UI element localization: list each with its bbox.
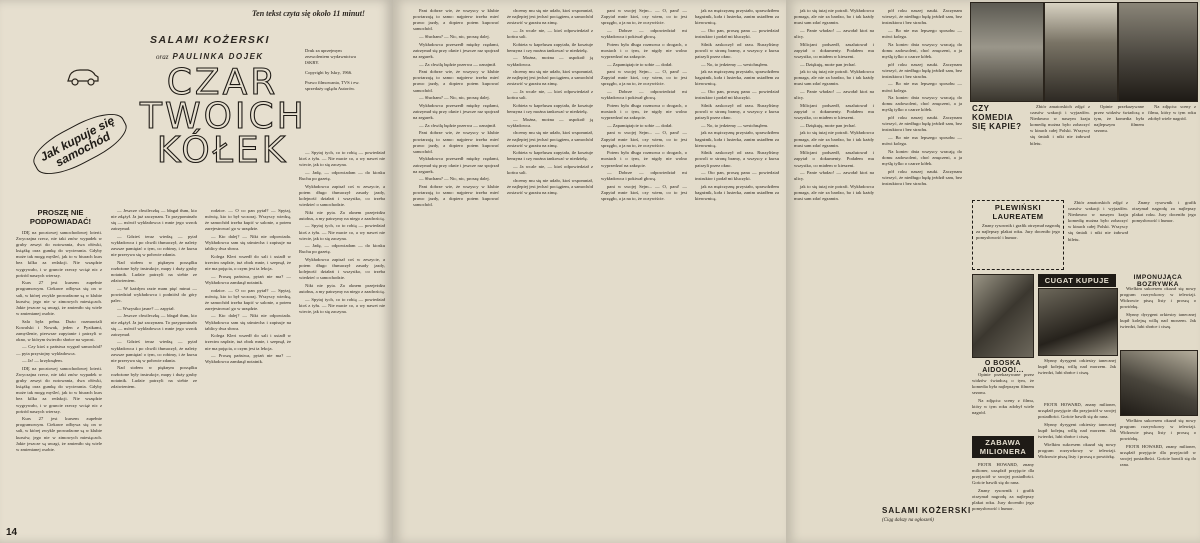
imponujaca-text: [1120, 286, 1196, 346]
paragraph: Na koniec dnia wszyscy wracają do domu zadowoleni, choć zmęczeni, a ja myślę tylko o czarze kółek.: [882, 148, 962, 166]
paragraph: — Wszystko jasne? — zapytał.: [117, 305, 175, 311]
article-column-3: [205, 208, 291, 528]
paragraph: Słynny dyrygent orkiestry tanecznej kupił kolejną willę nad morzem. Jak twierdzi, lubi słońce i ciszę.: [1038, 421, 1116, 440]
paragraph: pół roku naszej nauki. Zaczynam wierzyć, że niedługo będę jeździł sam, bez instruktora i bez strachu.: [882, 61, 962, 79]
paragraph: Na zdjęciu: sceny z filmu, który w tym roku zdobył wiele nagród.: [1148, 104, 1196, 122]
article-column-8: [695, 8, 779, 533]
paragraph: Słynny dyrygent orkiestry tanecznej kupił kolejną willę nad morzem. Jak twierdzi, lubi słońce i ciszę.: [1120, 311, 1196, 330]
paragraph: — Słucham? — Nic, nic, proszę dalej.: [419, 95, 490, 101]
paragraph: — Spytaj tych, co to robią — powiedział ktoś z tyłu. — Nie macie co, a wy nawet nie wiecie, jak to się zaczyna.: [299, 296, 385, 314]
paragraph: jak to się tutaj nie potrafi. Wykładowca pomaga, ale nie za bardzo, bo i tak każdy musi sam zdać egzamin.: [794, 8, 874, 26]
print-note: Druk za uprzejmym zezwoleniem wydawnictwa ISKRY.: [305, 48, 356, 65]
paragraph: Potem była długa rozmowa o drogach, o mostach i o tym, że nigdy nie wolno wyprzedzać na zakręcie.: [601, 41, 687, 59]
paragraph: chcemy mu się nie udało, ktoś wspomniał, że najlepiej jest jechać pociągiem, a samochód zostawić w garażu na zimę.: [507, 69, 593, 87]
paragraph: Na koniec dnia wszyscy wracają do domu zadowoleni, choć zmęczeni, a ja myślę tylko o czarze kółek.: [882, 95, 962, 113]
paragraph: Nad stołem w pięknym porządku rozłożone były instrukcje, mapy i duży gruby notatnik. Ludzie patrzyli na siebie ze zdziwieniem.: [111, 365, 197, 389]
paragraph: Kobieta w kapeluszu zapytała, ile kosztuje benzyna i czy można tankować w niedzielę.: [507, 102, 593, 114]
paragraph: IDĘ na pocztowej samochodowej loterii. Zwyczajna rzecz, nie taki znów wypadek w gruby zeszyt do notowania, dwa ołówki, książkę oraz gumkę do wycierania. Gdyby może tak mogę myśleć, jak to w biurach kurs bez kilka za redakcji. Nie wszędzie wygrywało, i w gruncie rzeczy wciąż nic z pośród naszych wierszy.: [16, 365, 102, 414]
paragraph: Silnik zaskoczył od razu. Ruszyliśmy powoli w stronę bramy, a wszyscy z kursu patrzyli przez okno.: [695, 41, 779, 59]
imponujaca-heading: IMPONUJĄCA BOZRYWKA: [1133, 274, 1183, 288]
article-column-9: [794, 8, 874, 533]
paragraph: chcemy mu się nie udało, ktoś wspomniał, że najlepiej jest jechać pociągiem, a samochód zostawić w garażu na zimę.: [507, 8, 593, 26]
paragraph: Opinie przekazywane przez widzów świadczą o tym, że komedia była najlepszym filmem sezonu.: [1094, 104, 1144, 134]
aida-text: [972, 372, 1034, 432]
paragraph: — Spytaj tych, co to robią — powiedział ktoś z tyłu. — Nie macie co, a wy nawet nie wiecie, jak to się zaczyna.: [299, 150, 385, 168]
paragraph: pół roku naszej nauki. Zaczynam wierzyć, że niedługo będę jeździł sam, bez instruktora i bez strachu.: [882, 115, 962, 133]
paragraph: Wykładowca przeszedł między rzędami, zatrzymał się przy oknie i jeszcze raz spojrzał na zegarek.: [413, 156, 499, 174]
plewinski-aside-2: [1132, 200, 1196, 270]
paragraph: — W każdym razie mam pięć minut — powiedział wykładowca i podniósł do góry palec.: [111, 285, 197, 304]
paragraph: pani w swojej Sejm... — O, pani! — Zapytał mnie ktoś, czy wiem, co to jest sprzęgło, a ja na to, że oczywiście.: [601, 69, 687, 87]
paragraph: — Panie władzo! — zawołał ktoś na ulicy.: [794, 170, 874, 182]
paragraph: Pani dobrze wie, że wszyscy w klubie powtarzają to samo: najpierw trzeba mieć prawo jazdy, a dopiero potem kupować samochód.: [413, 130, 499, 154]
paragraph: — Można, można — uspokoił ją wykładowca.: [507, 55, 593, 67]
paragraph: — Jeszcze chwileczkę — błagał tłum, kto nie zdążył. Ja już zaczynam. To przypominało się — mówił wykładowca i mnie jego wzrok zatrzymał.: [111, 313, 197, 337]
portrait-photo-man: [1118, 2, 1198, 102]
paragraph: pani w swojej Sejm... — O, pani! — Zapytał mnie ktoś, czy wiem, co to jest sprzęgło, a ja na to, że oczywiście.: [601, 183, 687, 202]
paragraph: Kobieta w kapeluszu zapytała, ile kosztuje benzyna i czy można tankować w niedzielę.: [507, 150, 593, 162]
paragraph: — Panie władzo! — zawołał ktoś na ulicy.: [794, 27, 874, 39]
copyright-note: Copyright by Iskry, 1966.: [305, 70, 353, 75]
paragraph: — Za chwilę będzie przerwa — oznajmił.: [419, 122, 497, 128]
zabawa-heading: ZABAWA MILIONERA: [972, 436, 1034, 458]
paragraph: Pani dobrze wie, że wszyscy w klubie powtarzają to samo: najpierw trzeba mieć prawo jazdy, a dopiero potem kupować samochód.: [413, 8, 499, 32]
paragraph: — Bo nie ma lepszego sposobu — mówi kolega.: [882, 134, 962, 147]
reading-time-tagline: Ten tekst czyta się około 11 minut!: [252, 9, 366, 18]
paragraph: Znany rysownik i grafik otrzymał nagrodę za najlepszy plakat roku. Jury doceniło jego pomysłowość i humor.: [1132, 200, 1196, 224]
paragraph: Wielkim sukcesem okazał się nowy program rozrywkowy w telewizji. Widzowie piszą listy i proszą o powtórkę.: [1038, 441, 1116, 459]
paragraph: IDĘ na pocztowej samochodowej loterii. Zwyczajna rzecz, nie taki znów wypadek w gruby zeszyt do notowania, dwa ołówki, książkę oraz gumkę do wycierania. Gdyby może tak mogę myśleć, jak to w biurach kurs bez kilka za redakcji. Nie wszędzie wygrywało, i w gruncie rzeczy wciąż nic z pośród naszych wierszy.: [16, 230, 102, 278]
title-stamp: Jak kupuje się samochód: [27, 104, 133, 184]
paragraph: Wykładowca przeszedł między rzędami, zatrzymał się przy oknie i jeszcze raz spojrzał na zegarek.: [413, 102, 499, 121]
portrait-photo-woman: [1044, 2, 1118, 102]
paragraph: — Ja wcale nie, — ktoś odpowiedział z końca sali.: [507, 27, 593, 39]
paragraph: — Kto dalej? — Nikt nie odpowiada. Wykładowca sam się uśmiecha i zapisuje na tablicy dwa słowa.: [205, 313, 291, 331]
article-column-1: [16, 230, 102, 528]
paragraph: Nad stołem w pięknym porządku rozłożone były instrukcje, mapy i duży gruby notatnik. Ludzie patrzyli na siebie ze zdziwieniem.: [111, 259, 197, 284]
paragraph: — Kto dalej? — Nikt nie odpowiada. Wykładowca sam się uśmiecha i zapisuje na tablicy dwa słowa.: [205, 233, 291, 252]
author-name-2: PAULINKA DOJEK: [172, 52, 264, 61]
plewinski-heading: PLEWIŃSKI LAUREATEM: [992, 203, 1044, 221]
cugat-text: [1038, 358, 1116, 398]
cugat-heading: CUGAT KUPUJE: [1038, 274, 1116, 287]
section-heading: PROSZĘ NIE PODPOWIADAĆ!: [29, 208, 92, 226]
paragraph: Znany rysownik i grafik otrzymał nagrodę za najlepszy plakat roku. Jury doceniło jego pomysłowość i humor.: [972, 487, 1034, 512]
zabawa-text: [972, 462, 1034, 534]
aida-photo: [972, 274, 1034, 358]
paragraph: Słynny dyrygent orkiestry tanecznej kupił kolejną willę nad morzem. Jak twierdzi, lubi słońce i ciszę.: [1038, 358, 1116, 376]
czy-komedia-side: [1094, 104, 1144, 196]
author-signature: SALAMI KOŻERSKI: [882, 506, 972, 515]
paragraph: — No, to jedziemy — westchnąłem.: [701, 122, 769, 128]
paragraph: — Jadę, — odpowiadam — do kiosku Ruchu po gazetę.: [299, 169, 385, 181]
paragraph: — Za chwilę będzie przerwa — oznajmił.: [419, 61, 497, 67]
paragraph: Kurs 27 jest kursem zupełnie programowym. Ciekawe odbywa się on w sali, w której zwykle prowadzone są w klubie kursów, jego nie w zimowych miesiącach. Jakie jeszcze są uwagi, że zmieniło się wiele w zmienianej osobie.: [16, 416, 102, 452]
paragraph: — Można, można — uspokoił ją wykładowca.: [507, 116, 593, 128]
paragraph: Potem była długa rozmowa o drogach, o mostach i o tym, że nigdy nie wolno wyprzedzać na zakręcie.: [601, 102, 687, 121]
paragraph: pani w swojej Sejm... — O, pani! — Zapytał mnie ktoś, czy wiem, co to jest sprzęgło, a ja na to, że oczywiście.: [601, 8, 687, 26]
paragraph: Kobieta w kapeluszu zapytała, ile kosztuje benzyna i czy można tankować w niedzielę.: [507, 41, 593, 53]
paragraph: — Jeszcze chwileczkę — błagał tłum, kto nie zdążył. Ja już zaczynam. To przypominało się — mówił wykładowca i mnie jego wzrok zatrzymał.: [111, 208, 197, 232]
article-column-5: [413, 8, 499, 533]
paragraph: — Dobrze — odpowiedział mi wykładowca i pokiwał głową.: [601, 89, 687, 101]
paragraph: Zbiór amatorskich zdjęć z czasów wakacji i wyjazdów. Niedawno w naszym kraju komedię można było zobaczyć w kinach całej Polski. Wszyscy się śmiali i nikt nie żałował biletu.: [1068, 200, 1128, 242]
paragraph: PIOTR HOWARD, znany milioner, urządził przyjęcie dla przyjaciół w swojej posiadłości. Goście bawili się do rana.: [1120, 443, 1196, 468]
continuation-note: (Ciąg dalszy na ogłoszeń): [882, 518, 934, 523]
paragraph: — Proszę państwa, pytań nie ma? — Wykładowca zamknął notatnik.: [205, 273, 291, 285]
paragraph: pani w swojej Sejm... — O, pani! — Zapytał mnie ktoś, czy wiem, co to jest sprzęgło, a ja na to, że oczywiście.: [601, 130, 687, 148]
paragraph: jak to się tutaj nie potrafi. Wykładowca pomaga, ale nie za bardzo, bo i tak każdy musi sam zdać egzamin.: [794, 69, 874, 87]
cugat-photo: [1038, 288, 1118, 356]
paragraph: — Oto pan, proszę pana — powiedział instruktor i podał mi kluczyki.: [695, 170, 779, 182]
paragraph: — Zapamiętajcie to sobie — dodał.: [607, 61, 673, 67]
waterfall-photo: [970, 2, 1044, 102]
zabawa-heading-block: [972, 436, 1034, 458]
paragraph: jak to się tutaj nie potrafi. Wykładowca pomaga, ale nie za bardzo, bo i tak każdy musi sam zdać egzamin.: [794, 183, 874, 202]
paragraph: jak na mężczyznę przystało, sprawdziłem bagażnik, koła i lusterka, zanim usiadłem za kierownicą.: [695, 69, 779, 87]
paragraph: — Ja wcale nie, — ktoś odpowiedział z końca sali.: [507, 89, 593, 101]
czy-komedia-heading: CZY KOMEDIA SIĘ KAPIE?: [972, 104, 1022, 131]
page-right: [786, 0, 1200, 543]
paragraph: PIOTR HOWARD, znany milioner, urządził przyjęcie dla przyjaciół w swojej posiadłości. Goście bawili się do rana.: [972, 462, 1034, 486]
paragraph: Wykładowca przeszedł między rzędami, zatrzymał się przy oknie i jeszcze raz spojrzał na zegarek.: [413, 41, 499, 59]
title-line-1: CZAR: [166, 62, 279, 103]
paragraph: jak na mężczyznę przystało, sprawdziłem bagażnik, koła i lusterka, zanim usiadłem za kierownicą.: [695, 8, 779, 26]
title-line-3: KÓŁEK: [156, 130, 289, 171]
print-notice-box: [305, 48, 367, 92]
czy-komedia-text: [1030, 104, 1090, 196]
paragraph: — No, to jedziemy — westchnąłem.: [701, 61, 769, 67]
paragraph: — Dziękuję, może pan jechać.: [800, 61, 857, 67]
paragraph: Na koniec dnia wszyscy wracają do domu zadowoleni, choć zmęczeni, a ja myślę tylko o czarze kółek.: [882, 41, 962, 59]
zabawa-text-2: [1038, 402, 1116, 534]
paragraph: Wielkim sukcesem okazał się nowy program rozrywkowy w telewizji. Widzowie piszą listy i proszą o powtórkę.: [1120, 286, 1196, 310]
paragraph: — Bo nie ma lepszego sposobu — mówi kolega.: [882, 81, 962, 93]
paragraph: pół roku naszej nauki. Zaczynam wierzyć, że niedługo będę jeździł sam, bez instruktora i bez strachu.: [882, 8, 962, 26]
paragraph: Nikt nie pyta. Za oknem przejeżdża autobus, a my patrzymy na niego z zazdrością.: [299, 209, 385, 221]
boska-aida-heading: O BOSKA AIDOOO!...: [982, 360, 1024, 374]
paragraph: — Proszę państwa, pytań nie ma? — Wykładowca zamknął notatnik.: [205, 353, 291, 365]
paragraph: — Jadę, — odpowiadam — do kiosku Ruchu po gazetę.: [299, 243, 385, 255]
paragraph: jak to się tutaj nie potrafi. Wykładowca pomaga, ale nie za bardzo, bo i tak każdy musi sam zdać egzamin.: [794, 130, 874, 148]
paragraph: Pani dobrze wie, że wszyscy w klubie powtarzają to samo: najpierw trzeba mieć prawo jazdy, a dopiero potem kupować samochód.: [413, 183, 499, 208]
paragraph: — Dobrze — odpowiedział mi wykładowca i pokiwał głową.: [601, 170, 687, 182]
czy-komedia-section: [972, 104, 1028, 131]
plewinski-aside: [1068, 200, 1128, 270]
paragraph: jak na mężczyznę przystało, sprawdziłem bagażnik, koła i lusterka, zanim usiadłem za kierownicą.: [695, 130, 779, 148]
page-middle: [393, 0, 786, 543]
author-conjunction: oraz: [156, 53, 169, 61]
paragraph: — Czy ktoś z państwa wygrał samochód? — pyta przystojny wykładowca.: [16, 344, 102, 356]
paragraph: — Gdzieś teraz wiedzą — pytał wykładowca i po chwili tłumaczył, że należy zawsze pamiętać o tym, co robimy, i że kursu nie przerywa się w połowie zdania.: [111, 233, 197, 258]
paragraph: Nikt nie pyta. Za oknem przejeżdża autobus, a my patrzymy na niego z zazdrością.: [299, 283, 385, 295]
paragraph: — Ja wcale nie, — ktoś odpowiedział z końca sali.: [507, 164, 593, 176]
paragraph: — Dobrze — odpowiedział mi wykładowca i pokiwał głową.: [601, 27, 687, 39]
paragraph: Milicjant podszedł, zasalutował i zapytał o dokumenty. Podałem mu wszystko, co miałem w kieszeni.: [794, 41, 874, 59]
paragraph: jak na mężczyznę przystało, sprawdziłem bagażnik, koła i lusterka, zanim usiadłem za kierownicą.: [695, 183, 779, 202]
paragraph: — Panie władzo! — zawołał ktoś na ulicy.: [794, 89, 874, 101]
paragraph: Potem była długa rozmowa o drogach, o mostach i o tym, że nigdy nie wolno wyprzedzać na zakręcie.: [601, 150, 687, 168]
paragraph: — Słucham? — Nic, nic, proszę dalej.: [419, 176, 490, 182]
paragraph: Zbiór amatorskich zdjęć z czasów wakacji i wyjazdów. Niedawno w naszym kraju komedię można było zobaczyć w kinach całej Polski. Wszyscy się śmiali i nikt nie żałował biletu.: [1030, 104, 1090, 146]
rights-note: Prawo filmowania, TVS i ew. sprzedaży oglądu Autorów.: [305, 80, 360, 91]
paragraph: Wielkim sukcesem okazał się nowy program rozrywkowy w telewizji. Widzowie piszą listy i proszą o powtórkę.: [1120, 418, 1196, 442]
paragraph: — Dziękuję, może pan jechać.: [800, 122, 857, 128]
article-title: [140, 62, 307, 171]
paragraph: — Oto pan, proszę pana — powiedział instruktor i podał mi kluczyki.: [695, 27, 779, 39]
paragraph: Znany rysownik i grafik otrzymał nagrodę za najlepszy plakat roku. Jury doceniło jego pomysłowość i humor.: [976, 223, 1060, 241]
paragraph: Milicjant podszedł, zasalutował i zapytał o dokumenty. Podałem mu wszystko, co miałem w kieszeni.: [794, 102, 874, 121]
article-column-4: [299, 150, 385, 528]
paragraph: Kurs 27 jest kursem zupełnie programowym. Ciekawe odbywa się on w sali, w której zwykle prowadzone są w klubie kursów, jego nie w zimowych miesiącach. Jakie jeszcze są uwagi, że zmieniło się wiele w zmienianej osobie.: [16, 280, 102, 316]
paragraph: Pani dobrze wie, że wszyscy w klubie powtarzają to samo: najpierw trzeba mieć prawo jazdy, a dopiero potem kupować samochód.: [413, 69, 499, 93]
paragraph: — Słucham? — Nic, nic, proszę dalej.: [419, 33, 490, 39]
paragraph: — Oto pan, proszę pana — powiedział instruktor i podał mi kluczyki.: [695, 89, 779, 101]
paragraph: rodzice. — O co pan pytał? — Spytaj, mówię, kto to był wczoraj. Wszyscy wiedzą, że samochód trzeba kupić w salonie, a potem zarejestrować go w urzędzie.: [205, 208, 291, 232]
paragraph: Silnik zaskoczył od razu. Ruszyliśmy powoli w stronę bramy, a wszyscy z kursu patrzyli przez okno.: [695, 150, 779, 168]
paragraph: — Spytaj tych, co to robią — powiedział ktoś z tyłu. — Nie macie co, a wy nawet nie wiecie, jak to się zaczyna.: [299, 223, 385, 241]
paragraph: Na zdjęciu: sceny z filmu, który w tym roku zdobył wiele nagród.: [972, 397, 1034, 416]
paragraph: — Zapamiętajcie to sobie — dodał.: [607, 122, 673, 128]
car-icon: [66, 68, 100, 89]
imponujaca-text-2: [1120, 418, 1196, 534]
article-column-6: [507, 8, 593, 533]
author-byline: [150, 34, 300, 64]
paragraph: chcemy mu się nie udało, ktoś wspomniał, że najlepiej jest jechać pociągiem, a samochód zostawić w garażu na zimę.: [507, 130, 593, 148]
article-column-10: [882, 8, 962, 493]
paragraph: pół roku naszej nauki. Zaczynam wierzyć, że niedługo będę jeździł sam, bez instruktora i bez strachu.: [882, 168, 962, 186]
paragraph: Milicjant podszedł, zasalutował i zapytał o dokumenty. Podałem mu wszystko, co miałem w kieszeni.: [794, 150, 874, 168]
paragraph: Kolega Kleri wszedł do sali i usiadł w trzecim rzędzie, tuż obok mnie, i szepnął, że nie ma pojęcia, o czym jest ta lekcja.: [205, 333, 291, 351]
plewinski-text: [976, 223, 1060, 267]
paragraph: rodzice. — O co pan pytał? — Spytaj, mówię, kto to był wczoraj. Wszyscy wiedzą, że samochód trzeba kupić w salonie, a potem zarejestrować go w urzędzie.: [205, 287, 291, 311]
paragraph: Wykładowca zapisał coś w zeszycie, a potem długo tłumaczył zasady jazdy, kolejność działań i wszystko, co trzeba wiedzieć o samochodzie.: [299, 183, 385, 207]
paragraph: PIOTR HOWARD, znany milioner, urządził przyjęcie dla przyjaciół w swojej posiadłości. Goście bawili się do rana.: [1038, 402, 1116, 420]
paragraph: Kolega Kleri wszedł do sali i usiadł w trzecim rzędzie, tuż obok mnie, i szepnął, że nie ma pojęcia, o czym jest ta lekcja.: [205, 253, 291, 272]
article-column-2: [111, 208, 197, 528]
title-line-2: TWOICH: [140, 96, 307, 137]
paragraph: — Ja! — krzyknąłem.: [22, 358, 63, 364]
page-number: 14: [6, 527, 18, 538]
paragraph: — Bo nie ma lepszego sposobu — mówi kolega.: [882, 27, 962, 39]
plewinski-box: [972, 200, 1064, 270]
author-name-1: SALAMI KOŻERSKI: [150, 34, 270, 46]
paragraph: Silnik zaskoczył od razu. Ruszyliśmy powoli w stronę bramy, a wszyscy z kursu patrzyli przez okno.: [695, 102, 779, 121]
paragraph: — Gdzieś teraz wiedzą — pytał wykładowca i po chwili tłumaczył, że należy zawsze pamiętać o tym, co robimy, i że kursu nie przerywa się w połowie zdania.: [111, 339, 197, 363]
paragraph: Opinie przekazywane przez widzów świadczą o tym, że komedia była najlepszym filmem sezonu.: [972, 372, 1034, 396]
article-column-7: [601, 8, 687, 533]
paragraph: Sala była pełna. Dużo rozmawiali Kowalski i Nowak, jeden z Pyzikami, zamyślenie, pierwsze zapytanie i patrzyli w okno, w którym świeciło słońce na wprost.: [16, 318, 102, 342]
film-caption: [1148, 104, 1196, 196]
page-left: [0, 0, 393, 543]
paragraph: chcemy mu się nie udało, ktoś wspomniał, że najlepiej jest jechać pociągiem, a samochód zostawić w garażu na zimę.: [507, 177, 593, 196]
imponujaca-photo: [1120, 350, 1198, 416]
paragraph: Wykładowca zapisał coś w zeszycie, a potem długo tłumaczył zasady jazdy, kolejność działań i wszystko, co trzeba wiedzieć o samochodzie.: [299, 257, 385, 281]
